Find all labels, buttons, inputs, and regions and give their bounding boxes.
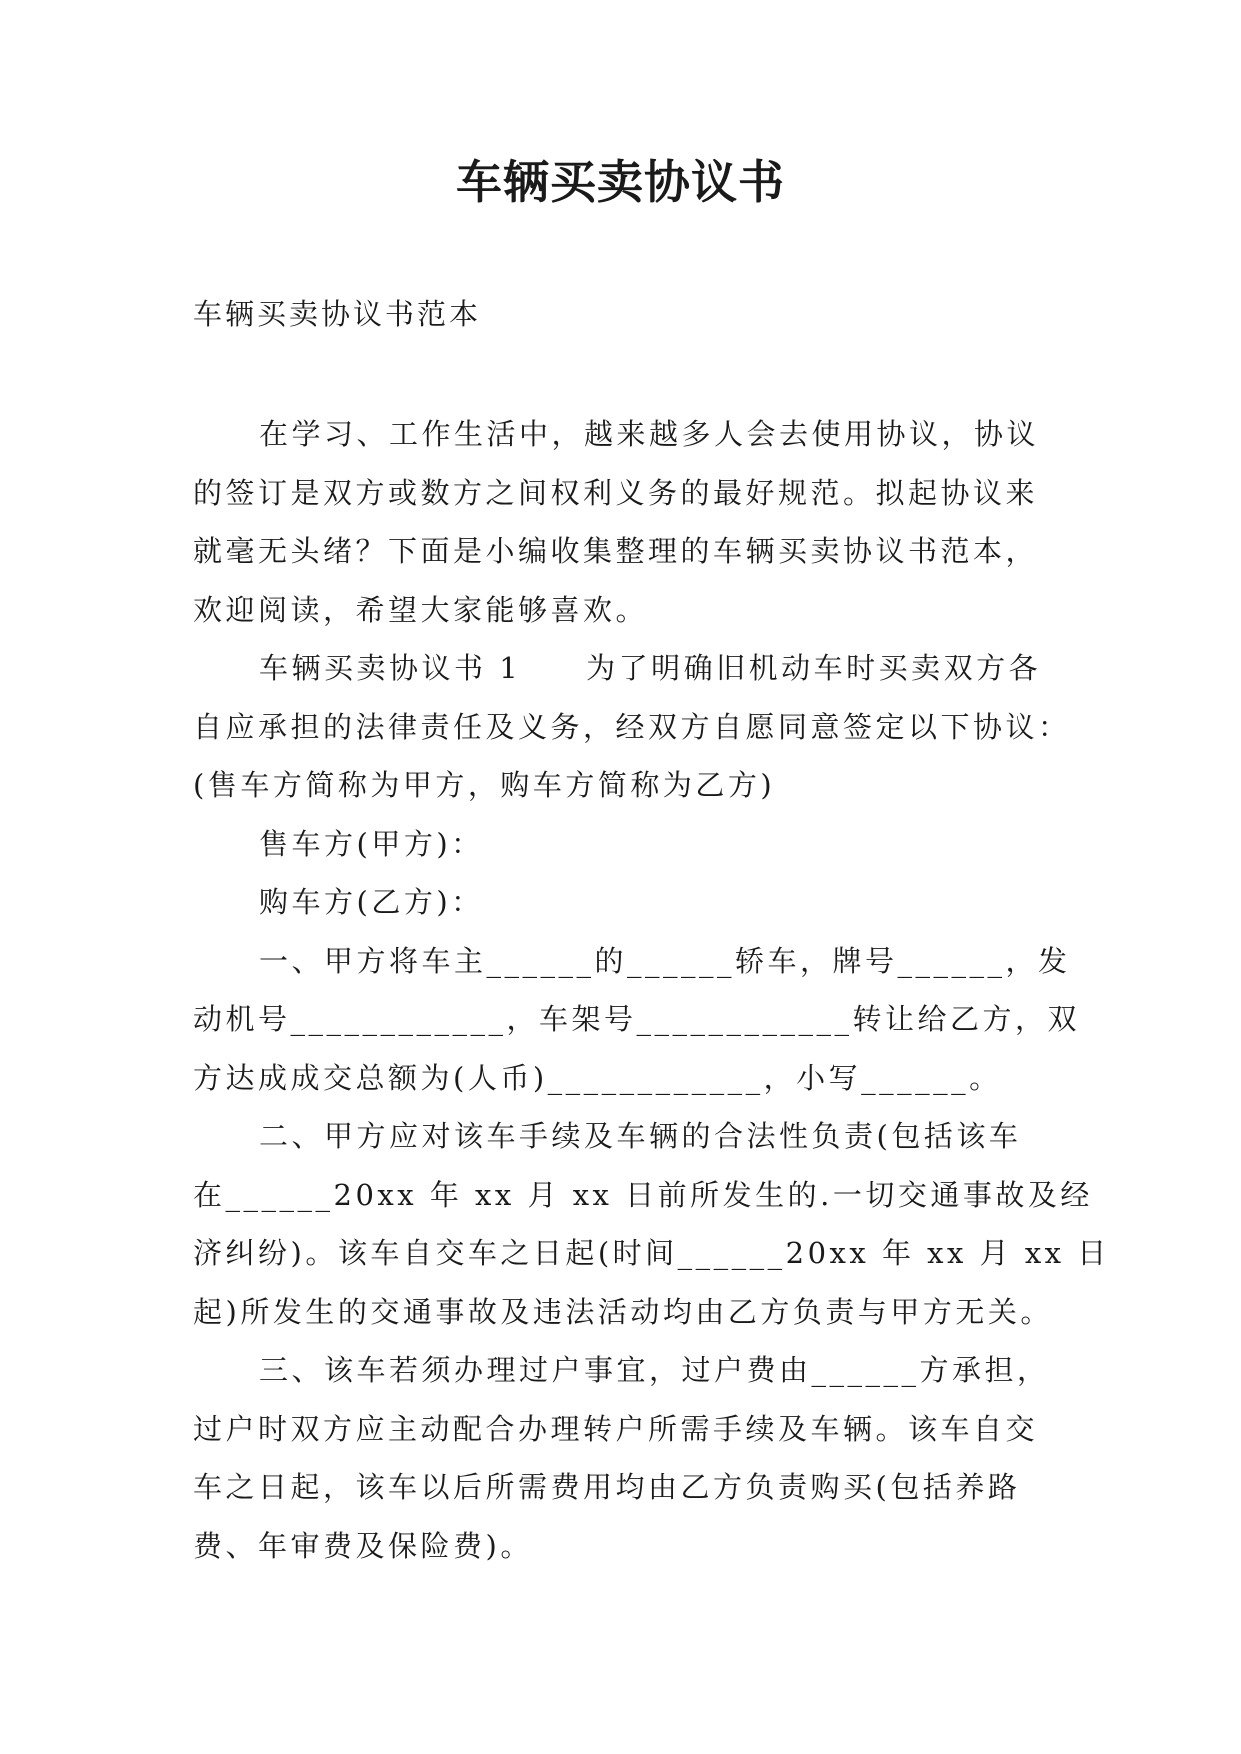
text-line: (售车方简称为甲方，购车方简称为乙方): [193, 768, 776, 802]
clause-one: [193, 932, 1081, 1108]
text-line: 一、甲方将车主______的______轿车，牌号______，发: [259, 943, 1071, 978]
text-line: 在学习、工作生活中，越来越多人会去使用协议，协议: [259, 417, 1040, 451]
text-line: 起)所发生的交通事故及违法活动均由乙方负责与甲方无关。: [193, 1294, 1053, 1329]
paragraph-intro: [193, 405, 1073, 639]
document-title: 车辆买卖协议书: [456, 155, 785, 209]
text-line: 动机号____________，车架号____________转让给乙方，双: [193, 1002, 1081, 1036]
seller-label: 售车方(甲方)：: [259, 826, 484, 861]
text-line: 自应承担的法律责任及义务，经双方自愿同意签定以下协议：: [193, 709, 1071, 744]
paragraph-seller: [193, 815, 1073, 874]
document-subtitle: 车辆买卖协议书范本: [193, 297, 482, 331]
text-line: 济纠纷)。该车自交车之日起(时间______20xx 年 xx 月 xx 日: [193, 1236, 1110, 1270]
clause-three: [193, 1341, 1073, 1575]
clause-two: [193, 1107, 1110, 1341]
text-line: 过户时双方应主动配合办理转户所需手续及车辆。该车自交: [193, 1411, 1039, 1446]
text-line: 费、年审费及保险费)。: [193, 1528, 533, 1563]
text-line: 二、甲方应对该车手续及车辆的合法性负责(包括该车: [259, 1119, 1022, 1153]
text-line: 车辆买卖协议书 1 为了明确旧机动车时买卖双方各: [259, 651, 1042, 685]
paragraph-buyer: [193, 873, 1073, 932]
paragraph-agreement-heading: [193, 639, 1073, 815]
text-line: 的签订是双方或数方之间权利义务的最好规范。拟起协议来: [193, 475, 1039, 510]
buyer-label: 购车方(乙方)：: [259, 885, 484, 919]
text-line: 方达成成交总额为(人币)____________，小写______。: [193, 1060, 1002, 1095]
document-body: [193, 405, 1110, 1575]
text-line: 欢迎阅读，希望大家能够喜欢。: [193, 592, 649, 627]
text-line: 车之日起，该车以后所需费用均由乙方负责购买(包括养路: [193, 1470, 1021, 1504]
text-line: 就毫无头绪？下面是小编收集整理的车辆买卖协议书范本，: [193, 534, 1039, 568]
text-line: 在______20xx 年 xx 月 xx 日前所发生的.一切交通事故及经: [193, 1177, 1093, 1212]
text-line: 三、该车若须办理过户事宜，过户费由______方承担，: [259, 1353, 1050, 1387]
